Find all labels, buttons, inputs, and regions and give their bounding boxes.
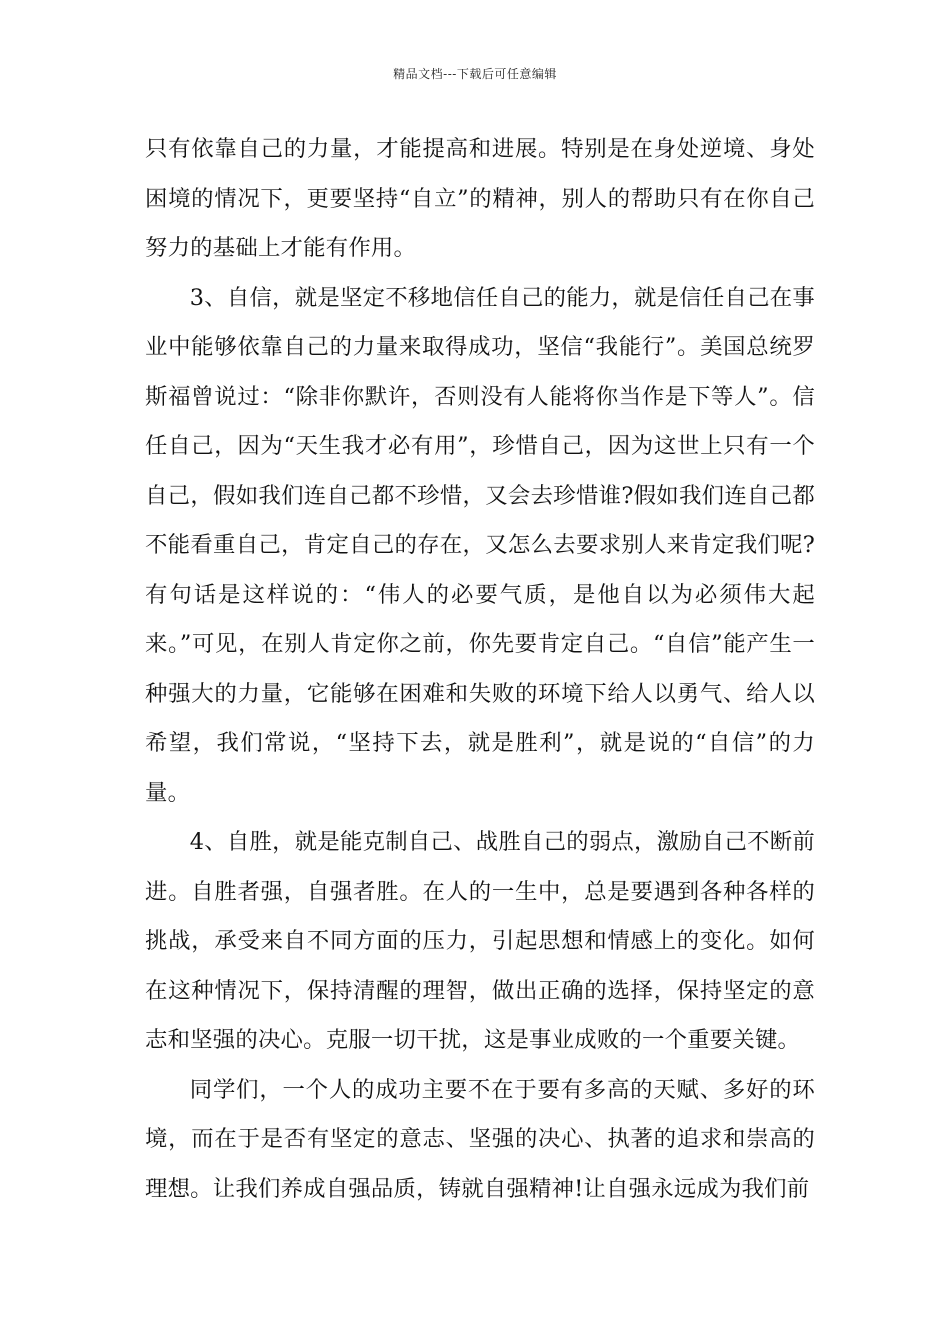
- paragraph-self-reliance-end: 只有依靠自己的力量，才能提高和进展。特别是在身处逆境、身处困境的情况下，更要坚持“自立”的精神，别人的帮助只有在你自己努力的基础上才能有作用。: [145, 136, 815, 261]
- document-body: [145, 125, 815, 1214]
- paragraph-self-victory: 4、自胜，就是能克制自己、战胜自己的弱点，激励自己不断前进。自胜者强，自强者胜。在人的一生中，总是要遇到各种各样的挑战，承受来自不同方面的压力，引起思想和情感上的变化。如何在这种情况下，保持清醒的理智，做出正确的选择，保持坚定的意志和坚强的决心。克服一切干扰，这是事业成败的一个重要关键。: [145, 829, 815, 1053]
- paragraph-closing: 同学们，一个人的成功主要不在于要有多高的天赋、多好的环境，而在于是否有坚定的意志、坚强的决心、执著的追求和崇高的理想。让我们养成自强品质，铸就自强精神!让自强永远成为我们前: [145, 1076, 815, 1202]
- page-header: 精品文档---下载后可任意编辑: [393, 67, 557, 81]
- paragraph-self-confidence: 3、自信，就是坚定不移地信任自己的能力，就是信任自己在事业中能够依靠自己的力量来取得成功，坚信“我能行”。美国总统罗斯福曾说过：“除非你默许，否则没有人能将你当作是下等人”。信任自己，因为“天生我才必有用”，珍惜自己，因为这世上只有一个自己，假如我们连自己都不珍惜，又会去珍惜谁?假如我们连自己都不能看重自己，肯定自己的存在，又怎么去要求别人来肯定我们呢?有句话是这样说的：“伟人的必要气质，是他自以为必须伟大起来。”可见，在别人肯定你之前，你先要肯定自己。“自信”能产生一种强大的力量，它能够在困难和失败的环境下给人以勇气、给人以希望，我们常说，“坚持下去，就是胜利”，就是说的“自信”的力量。: [145, 284, 815, 806]
